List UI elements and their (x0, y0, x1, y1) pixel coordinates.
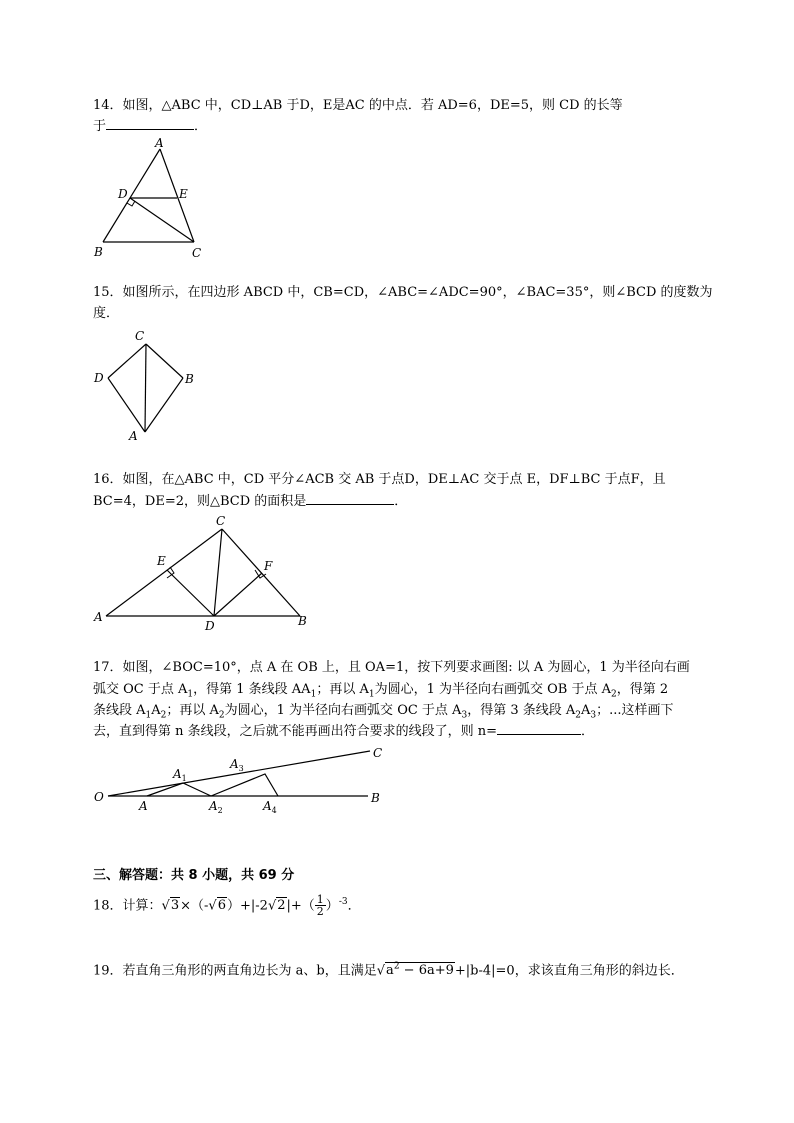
q17-answer-blank[interactable] (497, 722, 581, 735)
q17-label-C: C (373, 746, 383, 760)
q17-label-A4: $A_4$ (263, 799, 277, 815)
q16-seg-BC (222, 529, 300, 616)
q17-line1: 17．如图，∠BOC=10°，点 A 在 OB 上，且 OA=1，按下列要求画图: 以 A 为圆心，1 为半径向右画 (93, 660, 690, 675)
q19-line: 19．若直角三角形的两直角边长为 a、b，且满足$√a^2 - 6a+9+|b-4|=0$，求该直角三角形的斜边长． (93, 962, 684, 979)
q17-zigzag-segments (147, 774, 278, 796)
q16-label-B: B (298, 614, 307, 628)
q17-ray-OC (108, 751, 370, 796)
q15-line2: 度． (93, 306, 120, 321)
q17-figure (88, 744, 388, 820)
q17-label-B: B (371, 791, 380, 805)
q15-label-C: C (135, 329, 145, 343)
q14-seg-AB (103, 149, 160, 242)
q15-seg-BA (145, 378, 183, 432)
q16-label-C: C (216, 514, 226, 528)
q17-line3: 条线段 $A_1A_2$；再以 $A_2$为圆心，1 为半径向右画弧交 OC 于点 $A_3$，得第 3 条线段 $A_2A_3$；...这样画下 (93, 703, 674, 721)
q15-seg-DA (108, 378, 145, 432)
q16-seg-AC (106, 529, 222, 616)
q17-line4-prefix: 去，直到得第 n 条线段，之后就不能再画出符合要求的线段了，则 n= (93, 724, 498, 739)
q14-line2-suffix: ． (194, 119, 208, 134)
q17-label-A1: $A_1$ (173, 767, 187, 783)
q17-label-A3: $A_3$ (230, 757, 244, 773)
q16-line2-suffix: ． (394, 494, 408, 509)
q14-line1: 14．如图，△ABC 中，CD⊥AB 于D，E是AC 的中点．若 AD=6，DE=5，则 CD 的长等 (93, 98, 623, 113)
q16-seg-DE (167, 570, 214, 616)
q18-line: 18．计算：√3×（-√6）+|-2√2|+（ $\frac{1}{2}$ ）$^{-3}$． (93, 893, 361, 919)
q16-line2-prefix: BC=4，DE=2，则△BCD 的面积是 (93, 494, 307, 509)
q17-line4-suffix: ． (581, 724, 595, 739)
q14-figure (88, 134, 218, 262)
q18-fraction: $\frac{1}{2}$ (316, 893, 324, 919)
q17-label-A: A (139, 799, 148, 813)
q16-label-A: A (94, 610, 103, 624)
q15-seg-CD (108, 344, 146, 378)
q15-figure (88, 326, 208, 446)
section3-heading: 三、解答题：共 8 小题，共 69 分 (93, 868, 295, 883)
q16-line2 (93, 492, 407, 512)
q15-label-A: A (129, 429, 138, 443)
q14-answer-blank[interactable] (106, 117, 194, 130)
q14-label-C: C (192, 246, 202, 260)
q14-label-D: D (118, 187, 128, 201)
q16-answer-blank[interactable] (306, 492, 394, 505)
q15-seg-CA (145, 344, 146, 432)
q17-label-O: O (94, 790, 104, 804)
q14-seg-AC (160, 149, 194, 242)
q14-label-E: E (179, 187, 188, 201)
q14-label-A: A (155, 136, 164, 150)
q15-label-B: B (185, 372, 194, 386)
q14-line2-prefix: 于 (93, 119, 107, 134)
q16-label-E: E (157, 554, 166, 568)
q15-label-D: D (94, 371, 104, 385)
q17-label-A2: $A_2$ (209, 799, 223, 815)
q16-label-F: F (264, 559, 273, 573)
q16-figure (88, 512, 318, 637)
q17-line2: 弧交 OC 于点 $A_1$，得第 1 条线段 $AA_1$；再以 $A_1$为圆心，1 为半径向右画弧交 OB 于点 $A_2$，得第 2 (93, 682, 669, 700)
q16-seg-CD (214, 529, 222, 616)
q14-label-B: B (94, 245, 103, 259)
q17-line4 (93, 722, 594, 742)
q16-label-D: D (205, 619, 215, 633)
q15-seg-CB (146, 344, 183, 378)
q15-line1: 15．如图所示，在四边形 ABCD 中，CB=CD，∠ABC=∠ADC=90°，∠BAC=35°，则∠BCD 的度数为 (93, 285, 713, 300)
q16-line1: 16．如图，在△ABC 中，CD 平分∠ACB 交 AB 于点D，DE⊥AC 交于点 E，DF⊥BC 于点F，且 (93, 472, 666, 487)
q16-seg-DF (214, 573, 262, 616)
q14-seg-DC (130, 198, 194, 242)
